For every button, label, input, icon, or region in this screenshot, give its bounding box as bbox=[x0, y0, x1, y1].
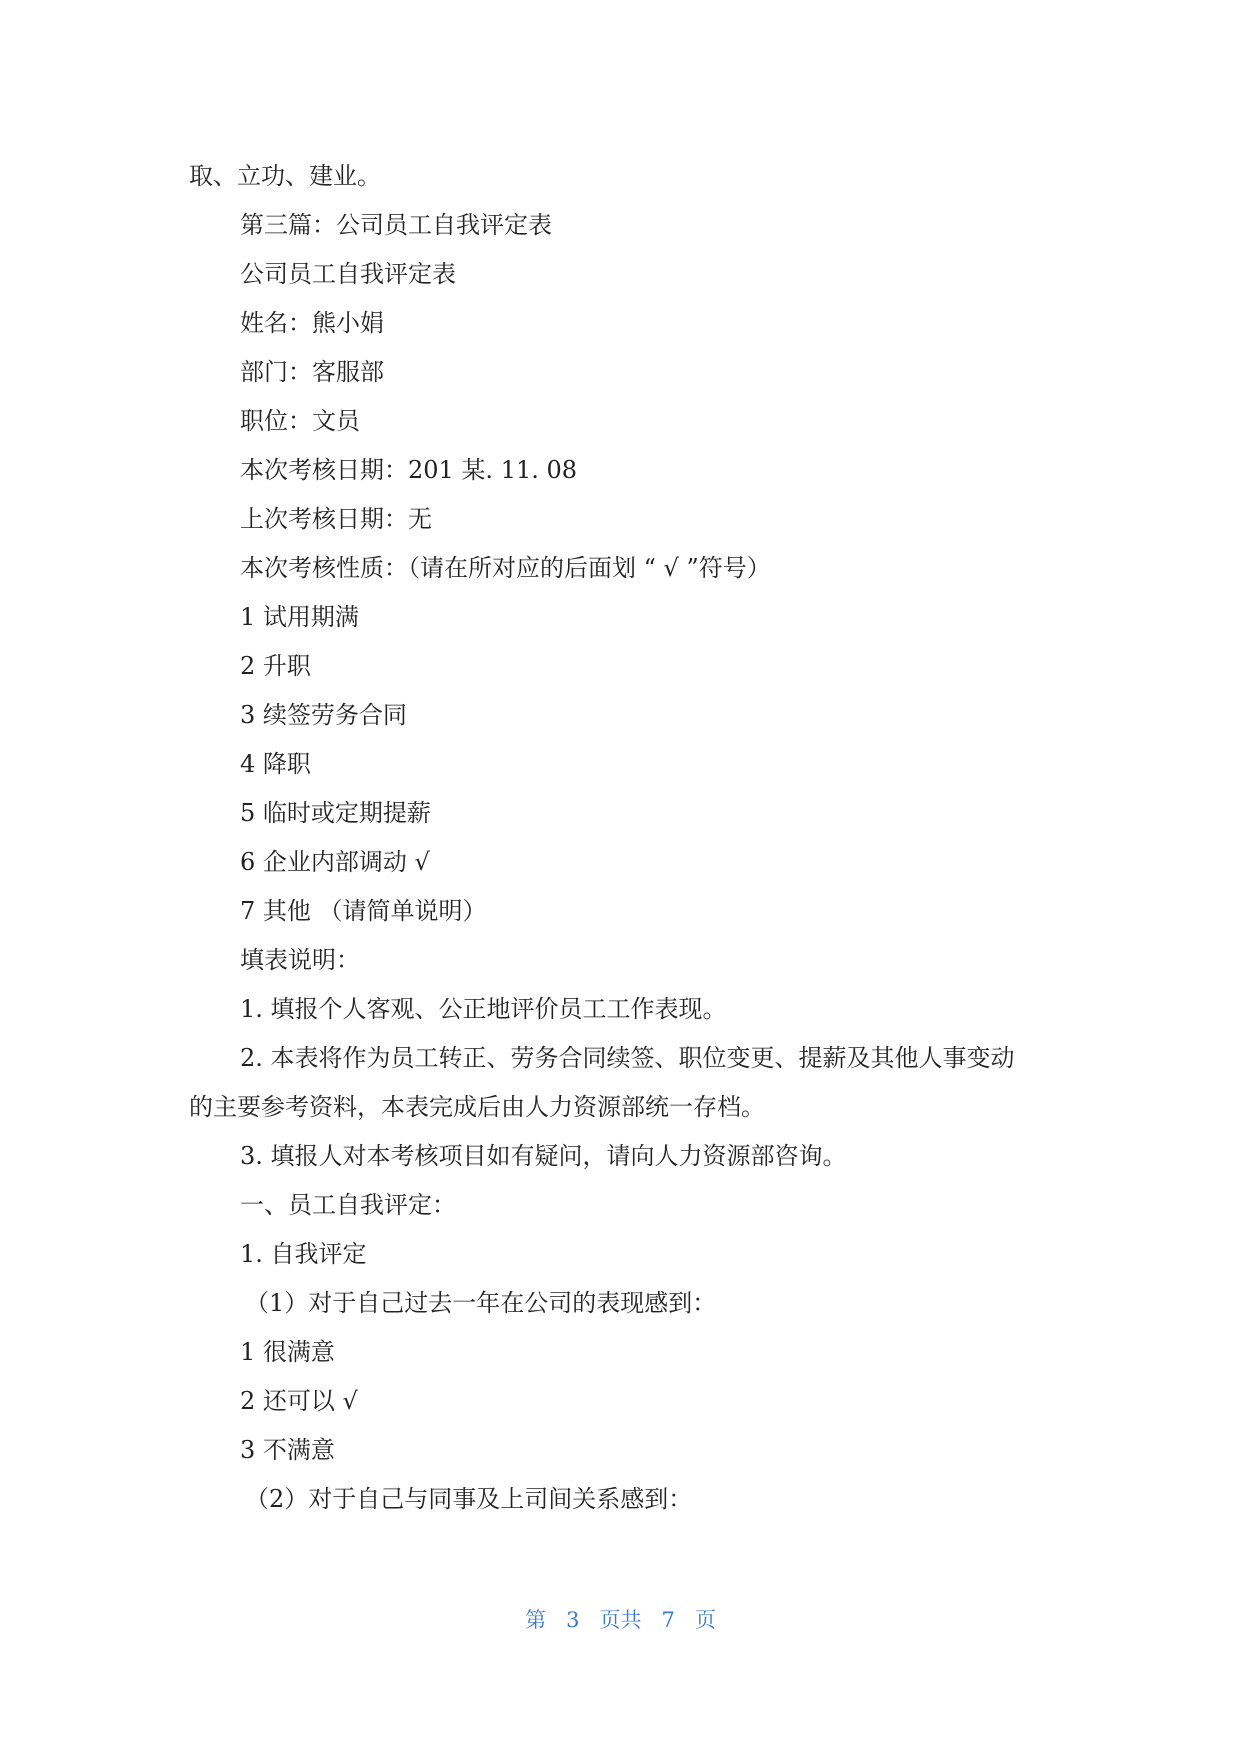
form-title: 公司员工自我评定表 bbox=[240, 260, 456, 288]
footer-prefix: 第 bbox=[525, 1608, 547, 1632]
field-current-review-date: 本次考核日期：201 某. 11. 08 bbox=[240, 456, 578, 484]
footer-middle: 页共 bbox=[599, 1608, 642, 1632]
field-review-nature: 本次考核性质：（请在所对应的后面划 “ √ ”符号） bbox=[240, 554, 771, 582]
field-name: 姓名：熊小娟 bbox=[240, 309, 384, 337]
option-item-checked: 6 企业内部调动 √ bbox=[240, 848, 430, 876]
section-heading: 一、员工自我评定： bbox=[240, 1191, 456, 1219]
footer-suffix: 页 bbox=[694, 1608, 716, 1632]
option-item-checked: 2 还可以 √ bbox=[240, 1387, 358, 1415]
instruction-item: 1. 填报个人客观、公正地评价员工工作表现。 bbox=[240, 995, 727, 1023]
footer-total-pages: 7 bbox=[661, 1608, 675, 1632]
paragraph-line: 取、立功、建业。 bbox=[189, 162, 381, 190]
field-last-review-date: 上次考核日期：无 bbox=[240, 505, 432, 533]
option-item: 2 升职 bbox=[240, 652, 311, 680]
page-footer bbox=[0, 1604, 1241, 1634]
question-line: （2）对于自己与同事及上司间关系感到： bbox=[245, 1485, 693, 1513]
instructions-heading: 填表说明： bbox=[240, 946, 360, 974]
option-item: 4 降职 bbox=[240, 750, 311, 778]
instruction-item: 3. 填报人对本考核项目如有疑问，请向人力资源部咨询。 bbox=[240, 1142, 847, 1170]
option-item: 1 试用期满 bbox=[240, 603, 359, 631]
option-item: 3 不满意 bbox=[240, 1436, 335, 1464]
option-item: 5 临时或定期提薪 bbox=[240, 799, 431, 827]
instruction-item-continued: 的主要参考资料，本表完成后由人力资源部统一存档。 bbox=[189, 1093, 765, 1121]
section-heading: 第三篇：公司员工自我评定表 bbox=[240, 211, 552, 239]
instruction-item: 2. 本表将作为员工转正、劳务合同续签、职位变更、提薪及其他人事变动 bbox=[240, 1044, 1015, 1072]
question-line: （1）对于自己过去一年在公司的表现感到： bbox=[245, 1289, 717, 1317]
field-department: 部门：客服部 bbox=[240, 358, 384, 386]
option-item: 1 很满意 bbox=[240, 1338, 335, 1366]
footer-current-page: 3 bbox=[566, 1608, 580, 1632]
document-body bbox=[189, 152, 1059, 1524]
field-position: 职位：文员 bbox=[240, 407, 360, 435]
subsection-heading: 1. 自我评定 bbox=[240, 1240, 367, 1268]
option-item: 7 其他 （请简单说明） bbox=[240, 897, 487, 925]
option-item: 3 续签劳务合同 bbox=[240, 701, 407, 729]
